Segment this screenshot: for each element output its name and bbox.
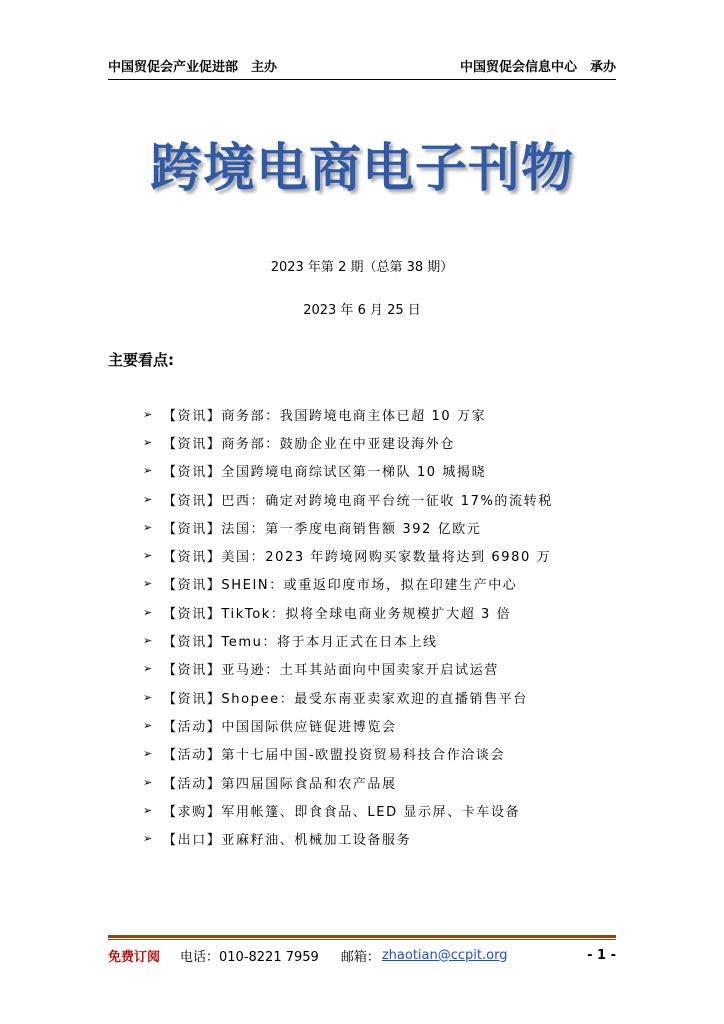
arrow-bullet-icon: ➢ bbox=[143, 775, 154, 789]
highlight-item bbox=[143, 683, 553, 711]
highlight-category: 【出口】 bbox=[163, 833, 222, 849]
highlight-category: 【资讯】 bbox=[163, 606, 222, 622]
arrow-bullet-icon: ➢ bbox=[143, 520, 154, 534]
arrow-bullet-icon: ➢ bbox=[143, 605, 154, 619]
highlights-heading: 主要看点: bbox=[108, 351, 174, 369]
highlight-category: 【资讯】 bbox=[163, 635, 222, 651]
highlight-item bbox=[143, 824, 553, 852]
highlight-text: 第四届国际食品和农产品展 bbox=[221, 776, 397, 792]
arrow-bullet-icon: ➢ bbox=[143, 803, 154, 817]
arrow-bullet-icon: ➢ bbox=[143, 407, 154, 421]
issue-number: 2023 年第 2 期（总第 38 期） bbox=[270, 260, 454, 275]
arrow-bullet-icon: ➢ bbox=[143, 464, 154, 478]
page-number: - 1 - bbox=[587, 947, 616, 963]
arrow-bullet-icon: ➢ bbox=[143, 492, 154, 506]
highlight-text: Shopee：最受东南亚卖家欢迎的直播销售平台 bbox=[221, 691, 528, 707]
highlight-text: 军用帐篷、即食食品、LED 显示屏、卡车设备 bbox=[221, 804, 521, 820]
highlight-item bbox=[143, 768, 553, 796]
footer-divider-thick bbox=[108, 935, 616, 938]
email-label: 邮箱： bbox=[340, 949, 380, 965]
highlight-item bbox=[143, 655, 553, 683]
free-subscribe-link[interactable]: 免费订阅 bbox=[108, 949, 161, 965]
highlight-category: 【资讯】 bbox=[163, 691, 222, 707]
header-undertaker: 中国贸促会信息中心 承办 bbox=[459, 60, 616, 75]
highlight-item bbox=[143, 711, 553, 739]
highlight-category: 【资讯】 bbox=[163, 521, 222, 537]
highlight-item bbox=[143, 541, 553, 569]
page-footer bbox=[108, 945, 616, 965]
highlight-text: 巴西：确定对跨境电商平台统一征收 17%的流转税 bbox=[221, 493, 553, 509]
highlight-category: 【活动】 bbox=[163, 748, 222, 764]
arrow-bullet-icon: ➢ bbox=[143, 662, 154, 676]
highlight-item bbox=[143, 626, 553, 654]
highlight-text: 法国：第一季度电商销售额 392 亿欧元 bbox=[221, 521, 482, 537]
highlight-category: 【资讯】 bbox=[163, 493, 222, 509]
page-header bbox=[108, 56, 616, 80]
arrow-bullet-icon: ➢ bbox=[143, 832, 154, 846]
highlight-item bbox=[143, 400, 553, 428]
highlight-item bbox=[143, 485, 553, 513]
highlight-item bbox=[143, 457, 553, 485]
highlight-category: 【资讯】 bbox=[163, 663, 222, 679]
highlight-category: 【活动】 bbox=[163, 776, 222, 792]
arrow-bullet-icon: ➢ bbox=[143, 718, 154, 732]
highlight-text: 全国跨境电商综试区第一梯队 10 城揭晓 bbox=[221, 465, 487, 481]
highlight-category: 【资讯】 bbox=[163, 465, 222, 481]
highlight-text: 第十七届中国-欧盟投资贸易科技合作洽谈会 bbox=[221, 748, 506, 764]
highlight-text: 商务部：我国跨境电商主体已超 10 万家 bbox=[221, 408, 487, 424]
highlight-item bbox=[143, 570, 553, 598]
highlight-category: 【资讯】 bbox=[163, 578, 222, 594]
header-organizer: 中国贸促会产业促进部 主办 bbox=[108, 60, 278, 75]
publication-title: 跨境电商电子刊物 bbox=[149, 139, 574, 199]
arrow-bullet-icon: ➢ bbox=[143, 577, 154, 591]
contact-phone: 电话：010-8221 7959 bbox=[180, 949, 319, 965]
arrow-bullet-icon: ➢ bbox=[143, 549, 154, 563]
header-divider bbox=[108, 79, 616, 80]
footer-divider-thin bbox=[108, 939, 616, 940]
issue-date: 2023 年 6 月 25 日 bbox=[303, 303, 421, 318]
highlight-item bbox=[143, 796, 553, 824]
highlight-text: TikTok：拟将全球电商业务规模扩大超 3 倍 bbox=[221, 606, 512, 622]
highlight-text: 美国：2023 年跨境网购买家数量将达到 6980 万 bbox=[221, 550, 552, 566]
highlights-list bbox=[143, 400, 553, 853]
highlight-category: 【资讯】 bbox=[163, 550, 222, 566]
highlight-text: 亚马逊：土耳其站面向中国卖家开启试运营 bbox=[221, 663, 499, 679]
highlight-item bbox=[143, 740, 553, 768]
highlight-text: 中国国际供应链促进博览会 bbox=[221, 719, 397, 735]
highlight-item bbox=[143, 513, 553, 541]
highlight-item bbox=[143, 598, 553, 626]
arrow-bullet-icon: ➢ bbox=[143, 690, 154, 704]
highlight-category: 【活动】 bbox=[163, 719, 222, 735]
highlight-text: SHEIN：或重返印度市场，拟在印建生产中心 bbox=[221, 578, 518, 594]
arrow-bullet-icon: ➢ bbox=[143, 747, 154, 761]
arrow-bullet-icon: ➢ bbox=[143, 435, 154, 449]
highlight-category: 【资讯】 bbox=[163, 436, 222, 452]
highlight-text: 亚麻籽油、机械加工设备服务 bbox=[221, 833, 412, 849]
arrow-bullet-icon: ➢ bbox=[143, 634, 154, 648]
highlight-text: 商务部：鼓励企业在中亚建设海外仓 bbox=[221, 436, 456, 452]
email-link[interactable]: zhaotian@ccpit.org bbox=[381, 947, 508, 963]
highlight-category: 【求购】 bbox=[163, 804, 222, 820]
highlight-item bbox=[143, 428, 553, 456]
highlight-category: 【资讯】 bbox=[163, 408, 222, 424]
highlight-text: Temu：将于本月正式在日本上线 bbox=[221, 635, 438, 651]
